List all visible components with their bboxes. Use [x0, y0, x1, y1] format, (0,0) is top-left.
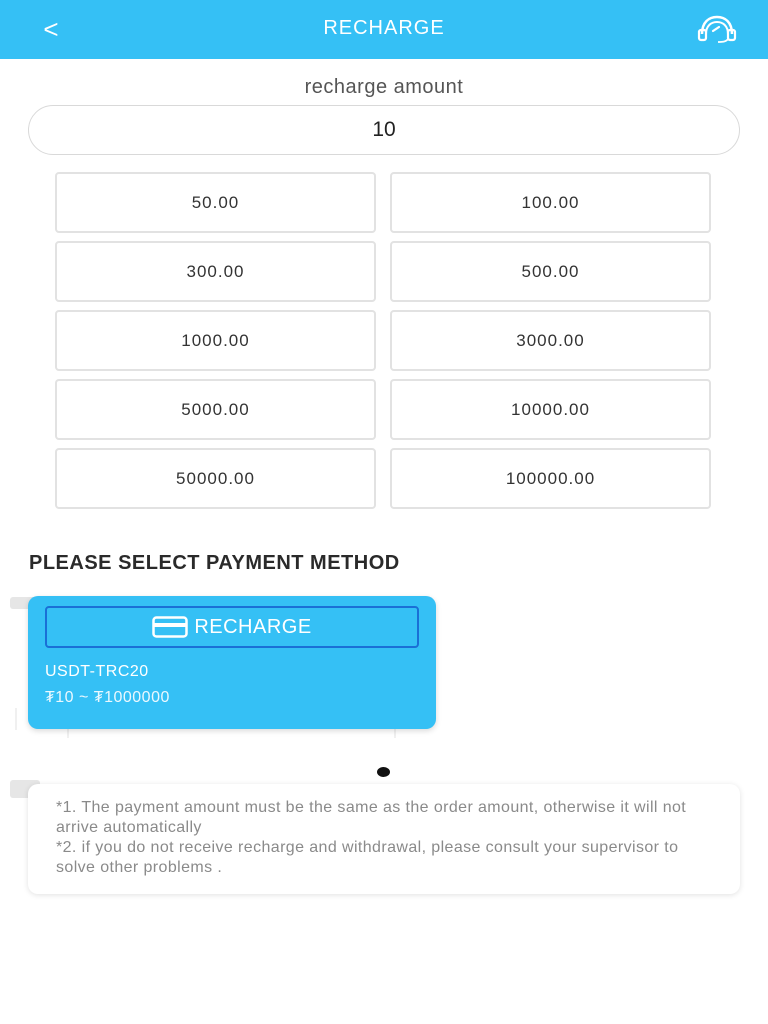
preset-amount-button[interactable]: 5000.00: [55, 379, 376, 440]
chevron-left-icon: <: [43, 14, 59, 44]
preset-amount-button[interactable]: 500.00: [390, 241, 711, 302]
preset-amount-button[interactable]: 300.00: [55, 241, 376, 302]
background-divider: [15, 708, 17, 730]
pagination-dot[interactable]: [377, 767, 390, 777]
method-range: ₮10 ~ ₮1000000: [45, 689, 170, 706]
background-divider: [67, 728, 69, 738]
preset-amount-button[interactable]: 100000.00: [390, 448, 711, 509]
preset-amount-button[interactable]: 50.00: [55, 172, 376, 233]
notice-line-2: *2. if you do not receive recharge and withdrawal, please consult your supervisor to solve other problems .: [56, 839, 679, 876]
amount-input[interactable]: [28, 105, 740, 155]
page-title: RECHARGE: [323, 17, 445, 39]
preset-amount-button[interactable]: 100.00: [390, 172, 711, 233]
credit-card-icon: [152, 616, 188, 638]
recharge-method-button[interactable]: [45, 606, 419, 648]
background-divider: [394, 728, 396, 738]
support-button[interactable]: [697, 14, 737, 44]
preset-amount-button[interactable]: 50000.00: [55, 448, 376, 509]
payment-method-heading: PLEASE SELECT PAYMENT METHOD: [29, 552, 400, 574]
top-bar: [0, 0, 768, 59]
payment-method-card[interactable]: [28, 596, 436, 729]
notice-line-1: *1. The payment amount must be the same as the order amount, otherwise it will not arrive automatically: [56, 799, 687, 836]
recharge-method-label: RECHARGE: [194, 615, 312, 638]
amount-label: recharge amount: [304, 76, 464, 98]
headset-icon: [697, 14, 737, 44]
preset-amount-button[interactable]: 3000.00: [390, 310, 711, 371]
preset-amount-button[interactable]: 10000.00: [390, 379, 711, 440]
preset-amount-button[interactable]: 1000.00: [55, 310, 376, 371]
notice-box: [28, 784, 740, 894]
method-name: USDT-TRC20: [45, 663, 149, 680]
